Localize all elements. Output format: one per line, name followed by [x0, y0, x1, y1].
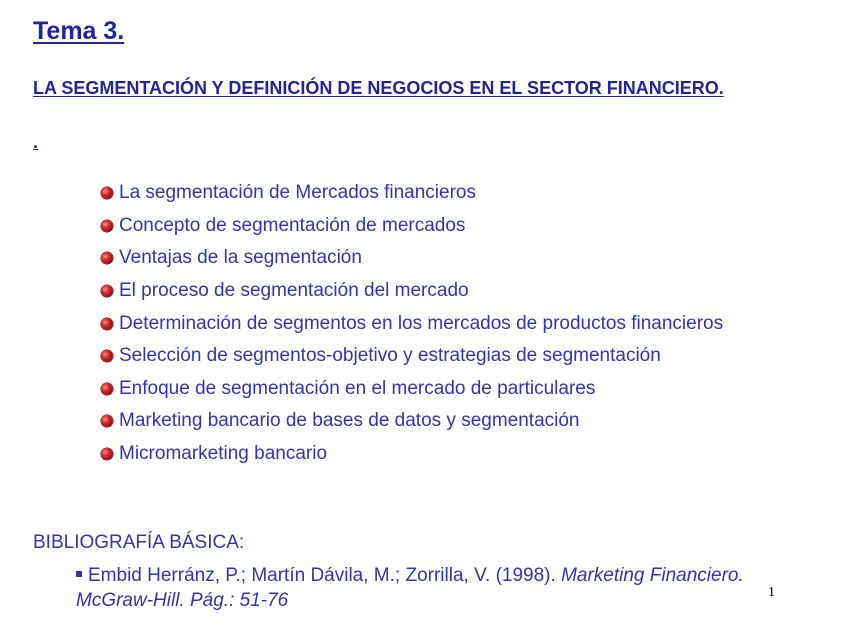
topic-label: El proceso de segmentación del mercado: [119, 280, 469, 302]
slide-subtitle: LA SEGMENTACIÓN Y DEFINICIÓN DE NEGOCIOS EN EL SECTOR FINANCIERO.: [33, 78, 724, 98]
red-sphere-bullet-icon: [101, 187, 113, 199]
red-sphere-bullet-icon: [101, 448, 113, 460]
subtitle-dot: .: [33, 132, 39, 152]
bibliography-heading: BIBLIOGRAFÍA BÁSICA:: [33, 532, 245, 553]
red-sphere-bullet-icon: [101, 318, 113, 330]
topic-label: Enfoque de segmentación en el mercado de particulares: [119, 377, 596, 399]
topic-item: [101, 242, 723, 275]
bibliography-entry: [76, 563, 756, 613]
topic-label: Marketing bancario de bases de datos y segmentación: [119, 410, 580, 432]
red-sphere-bullet-icon: [101, 415, 113, 427]
topic-item: [101, 210, 723, 243]
red-sphere-bullet-icon: [101, 220, 113, 232]
page-number: 1: [768, 585, 775, 600]
topic-item: [101, 405, 723, 438]
topic-list: [101, 177, 723, 470]
slide-title: Tema 3.: [33, 17, 125, 45]
topic-label: Ventajas de la segmentación: [119, 247, 362, 269]
bibliography-title: Marketing Financiero. McGraw-Hill. Pág.: 51-76: [76, 565, 744, 611]
topic-item: [101, 340, 723, 373]
topic-item: [101, 177, 723, 210]
topic-item: [101, 373, 723, 406]
topic-label: Concepto de segmentación de mercados: [119, 214, 466, 236]
square-bullet-icon: [76, 571, 82, 577]
topic-item: [101, 307, 723, 340]
topic-label: Determinación de segmentos en los mercados de productos financieros: [119, 312, 724, 334]
topic-label: Micromarketing bancario: [119, 443, 328, 465]
topic-item: [101, 438, 723, 471]
red-sphere-bullet-icon: [101, 350, 113, 362]
topic-item: [101, 275, 723, 308]
red-sphere-bullet-icon: [101, 383, 113, 395]
red-sphere-bullet-icon: [101, 252, 113, 264]
topic-label: La segmentación de Mercados financieros: [119, 182, 476, 204]
topic-label: Selección de segmentos-objetivo y estrategias de segmentación: [119, 345, 661, 367]
red-sphere-bullet-icon: [101, 285, 113, 297]
bibliography-authors: Embid Herránz, P.; Martín Dávila, M.; Zorrilla, V. (1998).: [88, 565, 556, 586]
